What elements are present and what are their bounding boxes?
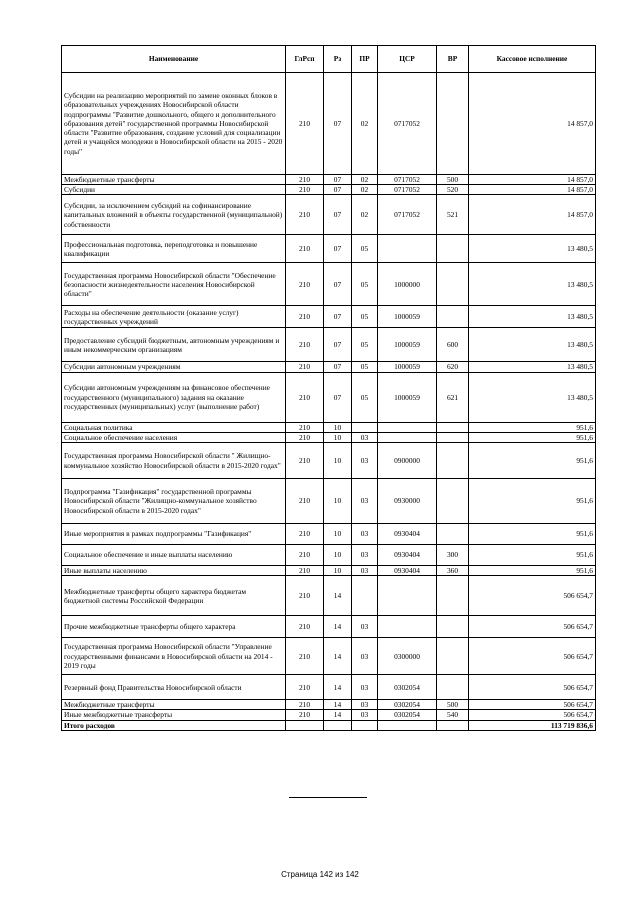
row-name: Субсидии [62, 185, 286, 195]
row-name: Субсидии на реализацию мероприятий по замене оконных блоков в образовательных учреждениях Новосибирской области подпрограммы "Развитие дошкольного, общего и дополнительного образования детей" государственной программы Новосибирской области "Развитие образования, создание условий для социализации детей и учащейся молодежи в Новосибирской области на 2015 - 2020 годы" [62, 73, 286, 175]
header-vr: ВР [437, 46, 469, 73]
row-name: Иные мероприятия в рамках подпрограммы "Газификация" [62, 524, 286, 545]
row-amount: 14 857,0 [469, 175, 596, 185]
row-pr: 03 [352, 479, 378, 524]
row-rz: 07 [324, 175, 352, 185]
row-name: Подпрограмма "Газификация" государственной программы Новосибирской области "Жилищно-коммунальное хозяйство Новосибирской области в 2015-2020 годах" [62, 479, 286, 524]
row-amount: 13 480,5 [469, 306, 596, 328]
header-rz: Рз [324, 46, 352, 73]
row-glrsp: 210 [286, 422, 324, 432]
row-pr: 03 [352, 432, 378, 442]
row-amount: 506 654,7 [469, 710, 596, 720]
row-vr [437, 576, 469, 616]
row-glrsp: 210 [286, 185, 324, 195]
row-glrsp: 210 [286, 175, 324, 185]
row-rz: 10 [324, 443, 352, 479]
row-csr [378, 576, 437, 616]
row-vr [437, 73, 469, 175]
row-glrsp: 210 [286, 700, 324, 710]
row-pr: 02 [352, 185, 378, 195]
row-vr [437, 422, 469, 432]
row-amount: 13 480,5 [469, 263, 596, 306]
row-name: Прочие межбюджетные трансферты общего характера [62, 616, 286, 638]
row-rz: 10 [324, 432, 352, 442]
table-header-row [62, 46, 596, 73]
row-vr [437, 235, 469, 263]
row-pr: 05 [352, 235, 378, 263]
row-csr: 0300000 [378, 638, 437, 675]
row-rz: 07 [324, 362, 352, 372]
table-row [62, 372, 596, 422]
row-rz: 14 [324, 576, 352, 616]
row-pr: 03 [352, 524, 378, 545]
row-glrsp: 210 [286, 675, 324, 700]
row-pr: 03 [352, 675, 378, 700]
row-name: Иные межбюджетные трансферты [62, 710, 286, 720]
row-amount: 14 857,0 [469, 195, 596, 235]
total-row [62, 720, 596, 730]
row-csr: 1000059 [378, 362, 437, 372]
row-csr: 0930000 [378, 479, 437, 524]
row-amount: 506 654,7 [469, 675, 596, 700]
table-row [62, 675, 596, 700]
row-vr [437, 638, 469, 675]
row-glrsp: 210 [286, 372, 324, 422]
row-amount: 14 857,0 [469, 73, 596, 175]
table-row [62, 710, 596, 720]
row-rz: 07 [324, 372, 352, 422]
row-csr: 0302054 [378, 675, 437, 700]
row-vr: 600 [437, 328, 469, 362]
row-vr: 521 [437, 195, 469, 235]
row-amount: 14 857,0 [469, 185, 596, 195]
row-rz: 07 [324, 263, 352, 306]
row-csr: 1000059 [378, 372, 437, 422]
row-name: Социальная политика [62, 422, 286, 432]
row-glrsp: 210 [286, 576, 324, 616]
row-csr [378, 616, 437, 638]
row-rz: 14 [324, 675, 352, 700]
row-vr [437, 524, 469, 545]
row-csr: 1000000 [378, 263, 437, 306]
header-csr: ЦСР [378, 46, 437, 73]
row-vr [437, 432, 469, 442]
row-pr [352, 576, 378, 616]
header-glrsp: ГлРсп [286, 46, 324, 73]
row-rz: 10 [324, 479, 352, 524]
row-amount: 13 480,5 [469, 235, 596, 263]
row-name: Профессиональная подготовка, переподготовка и повышение квалификации [62, 235, 286, 263]
row-pr: 03 [352, 710, 378, 720]
row-rz: 10 [324, 524, 352, 545]
page-number: Страница 142 из 142 [281, 870, 359, 879]
row-vr: 300 [437, 545, 469, 566]
row-csr: 1000059 [378, 306, 437, 328]
total-empty-cell [352, 720, 378, 730]
row-vr [437, 443, 469, 479]
row-pr: 03 [352, 700, 378, 710]
row-rz: 10 [324, 566, 352, 576]
row-amount: 13 480,5 [469, 362, 596, 372]
row-csr: 0717052 [378, 185, 437, 195]
row-csr: 1000059 [378, 328, 437, 362]
total-empty-cell [378, 720, 437, 730]
table-row [62, 443, 596, 479]
row-csr: 0302054 [378, 710, 437, 720]
row-amount: 951,6 [469, 432, 596, 442]
row-vr [437, 616, 469, 638]
table-row [62, 185, 596, 195]
row-name: Расходы на обеспечение деятельности (оказание услуг) государственных учреждений [62, 306, 286, 328]
row-name: Субсидии, за исключением субсидий на софинансирование капитальных вложений в объекты государственной (муниципальной) собственности [62, 195, 286, 235]
row-glrsp: 210 [286, 328, 324, 362]
row-pr: 05 [352, 263, 378, 306]
row-csr [378, 235, 437, 263]
row-glrsp: 210 [286, 524, 324, 545]
row-glrsp: 210 [286, 73, 324, 175]
total-empty-cell [437, 720, 469, 730]
row-rz: 07 [324, 328, 352, 362]
row-csr [378, 432, 437, 442]
row-name: Государственная программа Новосибирской области " Жилищно-коммунальное хозяйство Новосибирской области в 2015-2020 годах" [62, 443, 286, 479]
row-pr: 05 [352, 362, 378, 372]
row-vr: 520 [437, 185, 469, 195]
row-rz: 07 [324, 306, 352, 328]
row-amount: 506 654,7 [469, 616, 596, 638]
row-amount: 951,6 [469, 524, 596, 545]
row-name: Социальное обеспечение населения [62, 432, 286, 442]
row-vr: 620 [437, 362, 469, 372]
row-pr: 02 [352, 195, 378, 235]
row-rz: 07 [324, 73, 352, 175]
header-pr: ПР [352, 46, 378, 73]
row-glrsp: 210 [286, 432, 324, 442]
row-csr: 0930404 [378, 545, 437, 566]
table-row [62, 328, 596, 362]
table-row [62, 576, 596, 616]
row-name: Социальное обеспечение и иные выплаты населению [62, 545, 286, 566]
table-row [62, 479, 596, 524]
row-rz: 14 [324, 710, 352, 720]
row-name: Межбюджетные трансферты общего характера бюджетам бюджетной системы Российской Федерации [62, 576, 286, 616]
row-pr: 02 [352, 175, 378, 185]
total-amount: 113 719 836,6 [469, 720, 596, 730]
row-rz: 10 [324, 545, 352, 566]
row-glrsp: 210 [286, 306, 324, 328]
row-name: Межбюджетные трансферты [62, 175, 286, 185]
table-row [62, 432, 596, 442]
row-amount: 951,6 [469, 422, 596, 432]
footnote-divider [289, 797, 367, 798]
row-vr [437, 675, 469, 700]
row-name: Предоставление субсидий бюджетным, автономным учреждениям и иным некоммерческим организациям [62, 328, 286, 362]
row-glrsp: 210 [286, 479, 324, 524]
row-amount: 13 480,5 [469, 372, 596, 422]
row-pr: 05 [352, 306, 378, 328]
row-pr: 03 [352, 545, 378, 566]
row-glrsp: 210 [286, 235, 324, 263]
row-pr: 05 [352, 372, 378, 422]
row-amount: 951,6 [469, 545, 596, 566]
table-row [62, 700, 596, 710]
row-glrsp: 210 [286, 616, 324, 638]
row-glrsp: 210 [286, 263, 324, 306]
row-vr: 500 [437, 700, 469, 710]
row-csr: 0717052 [378, 73, 437, 175]
table-row [62, 235, 596, 263]
row-amount: 506 654,7 [469, 576, 596, 616]
total-label: Итого расходов [62, 720, 286, 730]
row-vr: 540 [437, 710, 469, 720]
table-row [62, 638, 596, 675]
table-row [62, 545, 596, 566]
row-amount: 506 654,7 [469, 638, 596, 675]
row-glrsp: 210 [286, 566, 324, 576]
row-glrsp: 210 [286, 710, 324, 720]
row-name: Субсидии автономным учреждениям на финансовое обеспечение государственного (муниципального) задания на оказание государственных (муниципальных) услуг (выполнение работ) [62, 372, 286, 422]
row-csr: 0302054 [378, 700, 437, 710]
row-vr [437, 306, 469, 328]
table-row [62, 195, 596, 235]
table-row [62, 263, 596, 306]
row-rz: 07 [324, 195, 352, 235]
row-amount: 506 654,7 [469, 700, 596, 710]
row-glrsp: 210 [286, 545, 324, 566]
row-csr: 0717052 [378, 175, 437, 185]
row-name: Межбюджетные трансферты [62, 700, 286, 710]
row-vr: 621 [437, 372, 469, 422]
row-pr [352, 422, 378, 432]
row-csr: 0930404 [378, 566, 437, 576]
table-row [62, 175, 596, 185]
row-amount: 951,6 [469, 443, 596, 479]
row-rz: 07 [324, 235, 352, 263]
row-amount: 13 480,5 [469, 328, 596, 362]
header-amount: Кассовое исполнение [469, 46, 596, 73]
table-row [62, 306, 596, 328]
row-pr: 03 [352, 566, 378, 576]
row-glrsp: 210 [286, 638, 324, 675]
table-body [62, 73, 596, 721]
row-rz: 14 [324, 638, 352, 675]
table-row [62, 524, 596, 545]
row-csr: 0930404 [378, 524, 437, 545]
row-rz: 14 [324, 700, 352, 710]
row-pr: 03 [352, 616, 378, 638]
row-pr: 03 [352, 638, 378, 675]
row-name: Государственная программа Новосибирской области "Обеспечение безопасности жизнедеятельности населения Новосибирской области" [62, 263, 286, 306]
row-rz: 07 [324, 185, 352, 195]
row-pr: 02 [352, 73, 378, 175]
row-pr: 03 [352, 443, 378, 479]
row-name: Резервный фонд Правительства Новосибирской области [62, 675, 286, 700]
row-vr [437, 263, 469, 306]
row-csr: 0900000 [378, 443, 437, 479]
row-glrsp: 210 [286, 443, 324, 479]
table-row [62, 73, 596, 175]
table-row [62, 566, 596, 576]
row-name: Государственная программа Новосибирской области "Управление государственными финансами в Новосибирской области на 2014 - 2019 годы [62, 638, 286, 675]
row-pr: 05 [352, 328, 378, 362]
total-empty-cell [286, 720, 324, 730]
budget-table [61, 45, 596, 731]
row-rz: 10 [324, 422, 352, 432]
row-vr [437, 479, 469, 524]
row-amount: 951,6 [469, 566, 596, 576]
row-amount: 951,6 [469, 479, 596, 524]
row-name: Иные выплаты населению [62, 566, 286, 576]
table-row [62, 362, 596, 372]
row-rz: 14 [324, 616, 352, 638]
row-csr: 0717052 [378, 195, 437, 235]
row-csr [378, 422, 437, 432]
row-name: Субсидии автономным учреждениям [62, 362, 286, 372]
row-glrsp: 210 [286, 195, 324, 235]
header-name: Наименование [62, 46, 286, 73]
table-row [62, 422, 596, 432]
row-glrsp: 210 [286, 362, 324, 372]
row-vr: 500 [437, 175, 469, 185]
total-empty-cell [324, 720, 352, 730]
table-row [62, 616, 596, 638]
row-vr: 360 [437, 566, 469, 576]
